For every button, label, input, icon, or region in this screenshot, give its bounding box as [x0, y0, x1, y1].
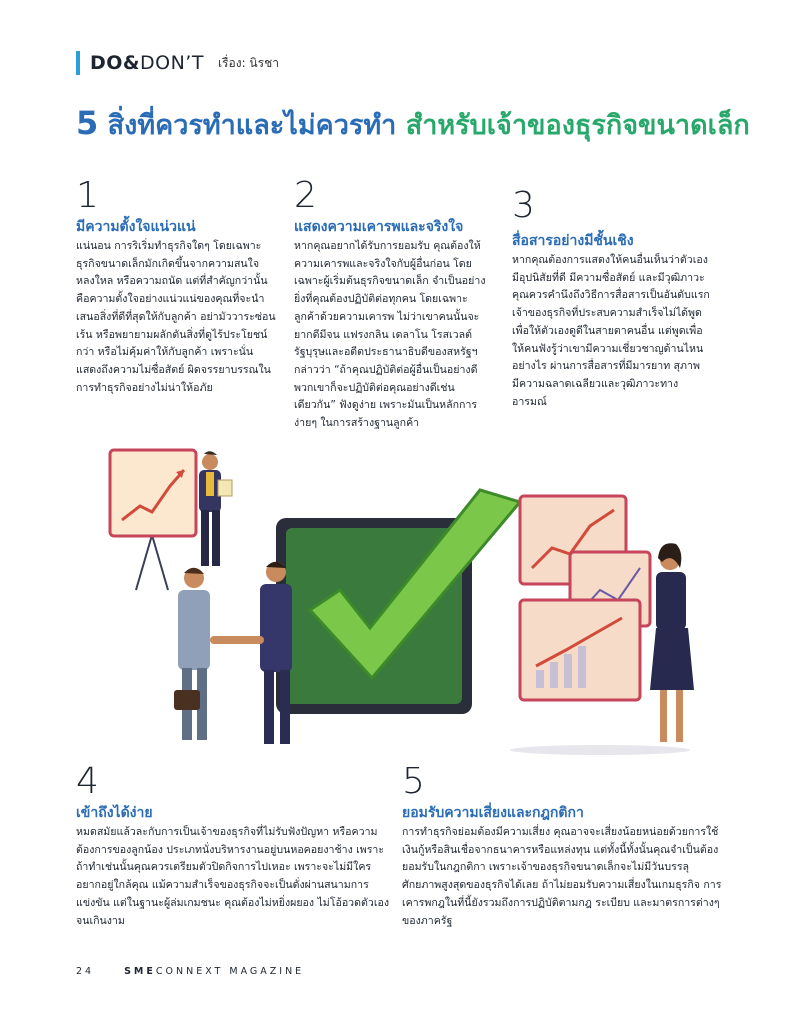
page-number: 24: [76, 965, 95, 977]
magazine-brand-bold: SME: [124, 965, 156, 977]
section-body: การทำธุรกิจย่อมต้องมีความเสี่ยง คุณอาจจะเสี่ยงน้อยหน่อยด้วยการใช้เงินกู้หรือสินเชื่อจากธนาคารหรือแหล่งทุน แต่ทั้งนี้ทั้งนั้นคุณจำเป็นต้องยอมรับในกฎกติกา เพราะเจ้าของธุรกิจขนาดเล็กจะไม่มีวันบรรลุศักยภาพสูงสุดของธุรกิจได้เลย ถ้าไม่ยอมรับความเสี่ยงในเกมธุรกิจ การเคารพกฎในที่นี้ยังรวมถึงการปฏิบัติตามกฎ ระเบียบ และมาตรการต่างๆ ของภาครัฐ: [402, 826, 722, 927]
section-heading: เข้าถึงได้ง่าย: [76, 805, 153, 821]
section-body: หมดสมัยแล้วละกับการเป็นเจ้าของธุรกิจที่ไม่รับฟังปัญหา หรือความต้องการของลูกน้อง ประเภทนั่งบริหารงานอยู่บนหอคอยงาช้าง เพราะถ้าทำเช่นนั้นคุณควรเตรียมตัวปิดกิจการไปเหอะ เพราะจะไม่มีใครอยากอยู่ใกล้คุณ แม้ความสำเร็จของธุรกิจจะเป็นดั่งผ่านสนามการแข่งขัน แต่ในฐานะผู้ล่มเกมชนะ คุณต้องไม่หยิ่งผยอง ไม่โอ้อวดตัวเองจนเกินงาม: [76, 826, 389, 927]
section-2: [294, 176, 490, 433]
title-second-part: สำหรับเจ้าของธุรกิจขนาดเล็ก: [396, 110, 750, 141]
section-5: [402, 762, 724, 930]
section-number: 4: [76, 761, 99, 802]
section-1: [76, 176, 276, 397]
business-illustration: [100, 440, 710, 760]
section-body: หากคุณอยากได้รับการยอมรับ คุณต้องให้ความเคารพและจริงใจกับผู้อื่นก่อน โดยเฉพาะผู้เริ่มต้นธุรกิจขนาดเล็ก จำเป็นอย่างยิ่งที่คุณต้องปฏิบัติต่อทุกคน โดยเฉพาะลูกค้าด้วยความเคารพ ไม่ว่าเขาคนนั้นจะยากดีมีจน แฟรงกลิน เดลาโน โรสเวลต์ รัฐบุรุษและอดีตประธานาธิบดีของสหรัฐฯ กล่าวว่า “ถ้าคุณปฏิบัติต่อผู้อื่นเป็นอย่างดี พวกเขาก็จะปฏิบัติต่อคุณอย่างดีเช่นเดียวกัน” ฟังดูง่าย เพราะมันเป็นหลักการง่ายๆ ในการสร้างฐานลูกค้า: [294, 240, 486, 430]
column-name-dont: DON’T: [140, 52, 204, 74]
section-heading: แสดงความเคารพและจริงใจ: [294, 219, 464, 235]
chart-panels-illustration: [520, 496, 650, 700]
magazine-brand-rest: CONNEXT MAGAZINE: [155, 965, 305, 977]
section-4: [76, 762, 392, 930]
section-3: [512, 186, 710, 411]
check-box-icon: [276, 490, 520, 714]
header-accent-bar: [76, 51, 80, 75]
presenter-figure: [199, 451, 232, 566]
title-first-part: สิ่งที่ควรทำและไม่ควรทำ: [98, 110, 397, 141]
handshake-figures: [174, 562, 292, 744]
section-heading: มีความตั้งใจแน่วแน่: [76, 219, 196, 235]
woman-presenter-figure: [650, 543, 694, 742]
section-body: หากคุณต้องการแสดงให้คนอื่นเห็นว่าตัวเองมีอุปนิสัยที่ดี มีความซื่อสัตย์ และมีวุฒิภาวะ คุณควรคำนึงถึงวิธีการสื่อสารเป็นอันดับแรก เจ้าของธุรกิจที่ประสบความสำเร็จไม่ได้พูดเพื่อให้ตัวเองดูดีในสายตาคนอื่น แต่พูดเพื่อให้คนฟังรู้ว่าเขามีความเชี่ยวชาญด้านไหน อย่างไร ผ่านการสื่อสารที่มีมารยาท สุภาพ มีความฉลาดเฉลียวและวุฒิภาวะทางอารมณ์: [512, 254, 710, 408]
section-heading: ยอมรับความเสี่ยงและกฎกติกา: [402, 805, 584, 821]
section-number: 1: [76, 175, 99, 216]
author-credit: เรื่อง: นิรชา: [217, 55, 279, 70]
section-number: 5: [402, 761, 425, 802]
column-name-do: DO&: [90, 52, 140, 74]
column-header: [76, 50, 279, 76]
article-title: [76, 100, 776, 146]
section-body: แน่นอน การริเริ่มทำธุรกิจใดๆ โดยเฉพาะธุรกิจขนาดเล็กมักเกิดขึ้นจากความสนใจ หลงใหล หรือความถนัด แต่ที่สำคัญกว่านั้นคือความตั้งใจอย่างแน่วแน่ของคุณที่จะนำเสนอสิ่งที่ดีที่สุดให้กับลูกค้า อย่ามัววาระซ่อนเร้น หรือพยายามผลักดันสิ่งที่ดูไร้ประโยชน์กว่า หรือไม่คุ้มค่าให้กับลูกค้า เพราะนั่นแสดงถึงความไม่ซื่อสัตย์ ผิดจรรยาบรรณในการทำธุรกิจอย่างไม่น่าให้อภัย: [76, 240, 276, 394]
title-number: 5: [76, 104, 99, 142]
easel-chart-illustration: [110, 450, 196, 590]
page-footer: [76, 964, 304, 978]
section-number: 2: [294, 175, 317, 216]
section-heading: สื่อสารอย่างมีชั้นเชิง: [512, 233, 634, 249]
section-number: 3: [512, 185, 535, 226]
